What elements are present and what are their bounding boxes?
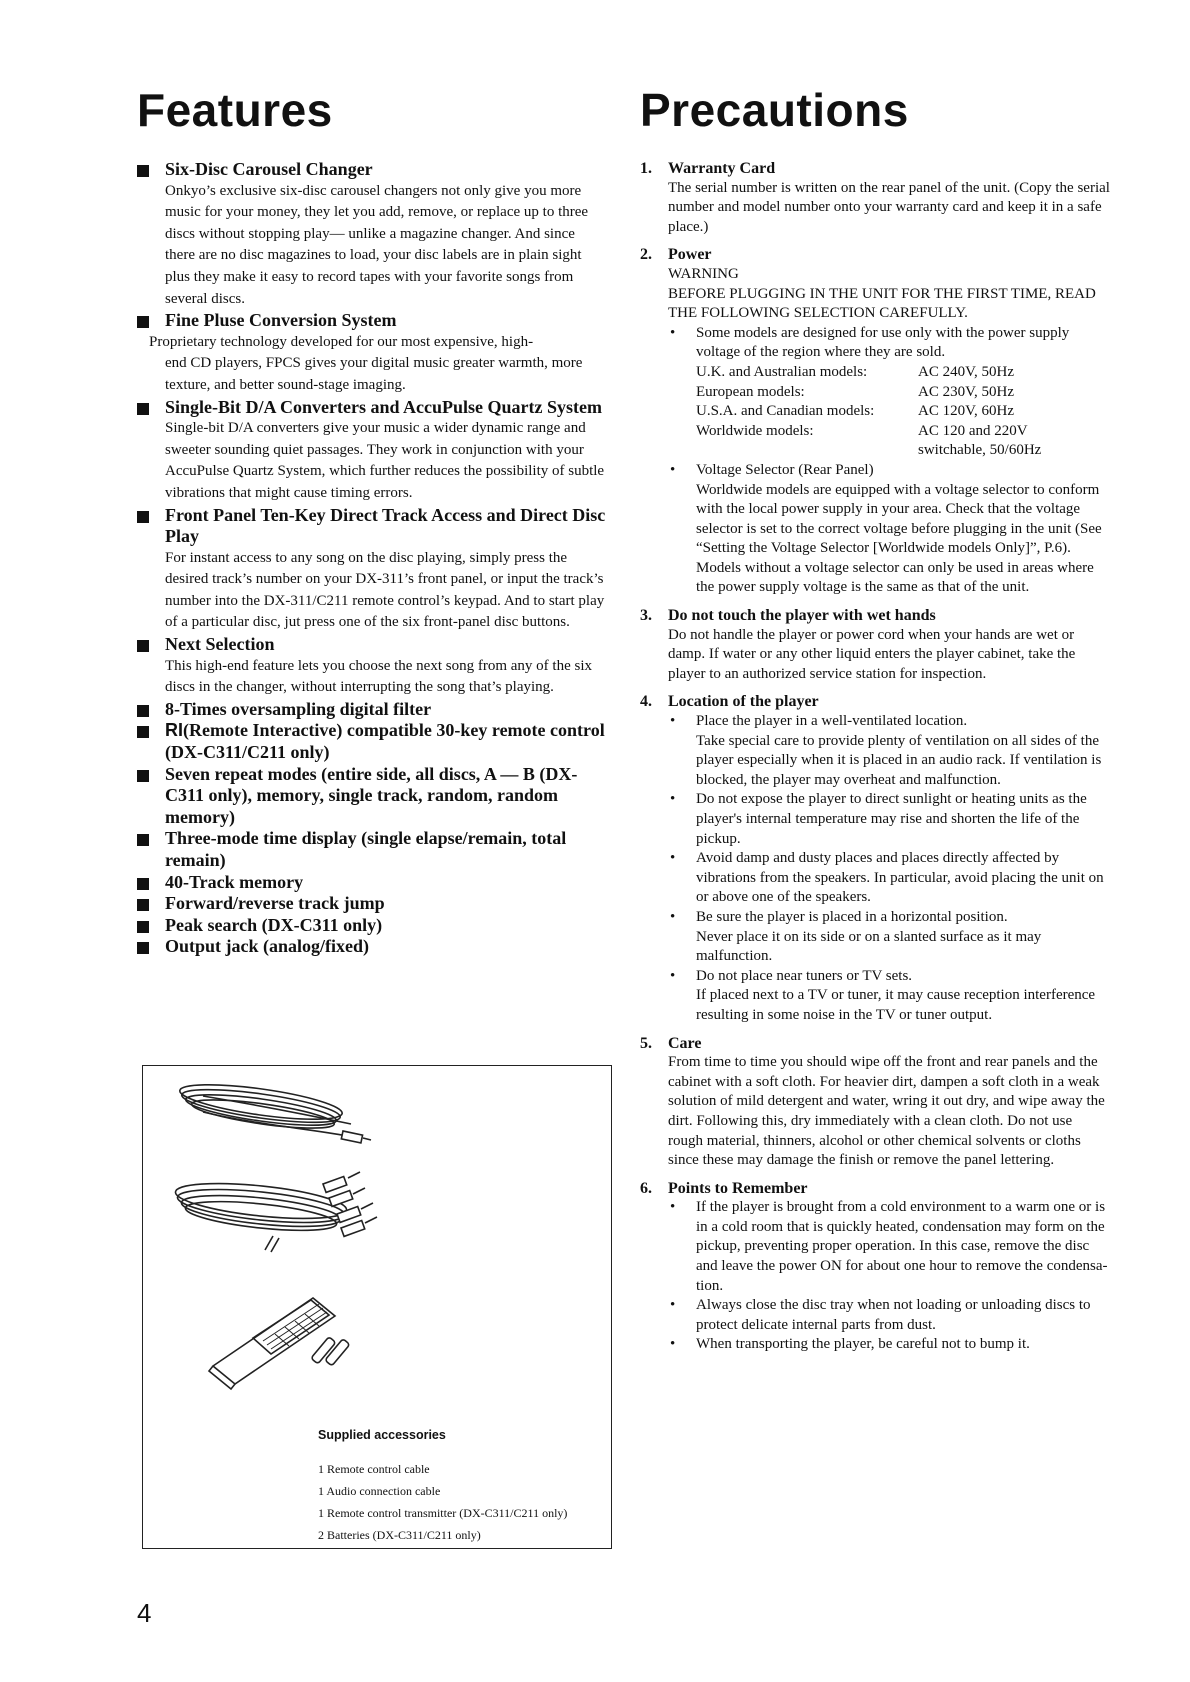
- square-bullet-icon: [137, 316, 149, 328]
- bullet-text: Voltage Selector (Rear Panel): [696, 461, 874, 478]
- square-bullet-icon: [137, 921, 149, 933]
- audio-cable-icon: [174, 1172, 377, 1252]
- voltage-value: switchable, 50/60Hz: [918, 442, 1042, 459]
- feature-item: [137, 634, 607, 699]
- feature-item: [137, 720, 607, 763]
- bullet-text: Some models are designed for use only with the power supply voltage of the region where they are sold.: [696, 324, 1070, 361]
- bullet-detail: If placed next to a TV or tuner, it may cause reception interference resulting in some noise in the TV or tuner output.: [696, 987, 1096, 1023]
- feature-title: Output jack (analog/fixed): [165, 936, 370, 957]
- feature-item: [137, 159, 607, 310]
- feature-item: [137, 505, 607, 635]
- feature-description-rest: end CD players, FPCS gives your digital music greater warmth, more texture, and better sound-stage imaging.: [165, 355, 583, 393]
- feature-item: [137, 699, 607, 721]
- features-title: Features: [137, 84, 333, 136]
- warning-label: WARNING: [668, 265, 739, 282]
- list-item: [668, 1198, 1110, 1296]
- bullet-text: Be sure the player is placed in a horizontal position.: [696, 908, 1008, 925]
- feature-description: This high-end feature lets you choose the next song from any of the six discs in the changer, without interrupting the song that’s playing.: [165, 657, 592, 696]
- section-body: Do not handle the player or power cord when your hands are wet or damp. If water or any other liquid enters the player cabinet, take the player to an authorized service station for inspection.: [668, 626, 1076, 682]
- bullet-dot-icon: •: [670, 791, 676, 808]
- square-bullet-icon: [137, 899, 149, 911]
- square-bullet-icon: [137, 942, 149, 954]
- bullet-dot-icon: •: [670, 850, 676, 867]
- voltage-table: [696, 363, 1110, 461]
- feature-title: Peak search (DX-C311 only): [165, 914, 383, 935]
- bullet-text: Place the player in a well-ventilated location.: [696, 713, 968, 730]
- voltage-region: U.S.A. and Canadian models:: [696, 403, 875, 420]
- list-item: 1 Remote control cable: [318, 1462, 430, 1476]
- list-item: [668, 790, 1110, 849]
- feature-title: [165, 720, 607, 763]
- page-number: 4: [137, 1598, 152, 1628]
- square-bullet-icon: [137, 165, 149, 177]
- bullet-dot-icon: •: [670, 1336, 676, 1353]
- feature-title: Three-mode time display (single elapse/remain, total remain): [165, 828, 567, 870]
- square-bullet-icon: [137, 403, 149, 415]
- voltage-value: AC 230V, 50Hz: [918, 383, 1014, 400]
- ri-logo: RI: [165, 720, 183, 741]
- section-title: Warranty Card: [668, 160, 776, 177]
- precaution-section: [640, 1179, 1110, 1355]
- square-bullet-icon: [137, 770, 149, 782]
- feature-item: [137, 828, 607, 871]
- batteries-icon: [311, 1337, 350, 1366]
- section-body: From time to time you should wipe off the front and rear panels and the cabinet with a soft cloth. For heavier dirt, dampen a soft cloth in a weak solution of mild detergent and water, wring it out dry, and wipe away the dirt. Following this, dry immediately with a clean cloth. Do not use rough material, thinners, alcohol or other chemical solvents or cloths since these may damage the finish or remove the panel lettering.: [668, 1054, 1105, 1169]
- feature-title: Front Panel Ten-Key Direct Track Access and Direct Disc Play: [165, 504, 606, 547]
- feature-title: 40-Track memory: [165, 871, 304, 892]
- remote-transmitter-icon: [209, 1298, 335, 1389]
- voltage-region: European models:: [696, 383, 805, 400]
- bullet-text: When transporting the player, be careful not to bump it.: [696, 1336, 1030, 1353]
- bullet-text: Do not expose the player to direct sunlight or heating units as the player's internal temperature may rise and shorten the life of the pickup.: [696, 791, 1087, 847]
- feature-item: [137, 764, 607, 829]
- bullet-text: Avoid damp and dusty places and places directly affected by vibrations from the speakers. In particular, avoid placing the unit on or above one of the speakers.: [696, 850, 1104, 906]
- list-item: [668, 1296, 1110, 1335]
- bullet-text: Always close the disc tray when not loading or unloading discs to protect delicate internal parts from dust.: [696, 1297, 1091, 1333]
- bullet-detail: Never place it on its side or on a slanted surface as it may malfunction.: [696, 928, 1042, 965]
- feature-item: [137, 397, 607, 505]
- section-number: 6.: [640, 1179, 652, 1197]
- feature-item: [137, 872, 607, 894]
- bullet-dot-icon: •: [670, 1297, 676, 1314]
- voltage-value: AC 240V, 50Hz: [918, 363, 1014, 380]
- section-number: 5.: [640, 1034, 652, 1052]
- list-item: [668, 967, 1110, 1026]
- feature-item: [137, 915, 607, 937]
- list-item: [668, 461, 1110, 598]
- section-number: 3.: [640, 607, 652, 625]
- table-row: [696, 383, 1110, 403]
- bullet-detail: Take special care to provide plenty of ventilation on all sides of the player especially when it is placed in an audio rack. If ventilation is blocked, the player may overheat and malfunction.: [696, 732, 1102, 788]
- square-bullet-icon: [137, 726, 149, 738]
- precautions-column: [640, 80, 1110, 1363]
- accessories-title: Supplied accessories: [318, 1428, 446, 1442]
- bullet-text: Do not place near tuners or TV sets.: [696, 967, 913, 984]
- square-bullet-icon: [137, 640, 149, 652]
- list-item: [668, 908, 1110, 967]
- list-item: 1 Audio connection cable: [318, 1484, 441, 1498]
- section-title: Location of the player: [668, 693, 819, 711]
- precaution-section: [640, 606, 1110, 684]
- remote-cable-icon: [178, 1078, 371, 1143]
- precaution-section: [640, 159, 1110, 237]
- list-item: 1 Remote control transmitter (DX-C311/C211 only): [318, 1506, 568, 1520]
- section-title: Care: [668, 1034, 702, 1052]
- bullet-dot-icon: •: [670, 324, 676, 341]
- square-bullet-icon: [137, 878, 149, 890]
- table-row: [696, 441, 1110, 461]
- feature-title: 8-Times oversampling digital filter: [165, 698, 432, 719]
- precautions-title: Precautions: [640, 84, 909, 136]
- feature-item: [137, 936, 607, 958]
- bullet-detail: Worldwide models are equipped with a voltage selector to conform with the local power supply in your area. Check that the voltage selector is set to the correct voltage before plugging in the unit (See “Setting the Voltage Selector [Worldwide models Only]”, P.6). Models without a voltage selector can only be used in areas where the power supply voltage is the same as that of the unit.: [696, 481, 1102, 596]
- bullet-dot-icon: •: [670, 461, 676, 478]
- feature-title: Six-Disc Carousel Changer: [165, 159, 373, 179]
- feature-title: Seven repeat modes (entire side, all discs, A — B (DX-C311 only), memory, single track, random, random memory): [165, 763, 578, 827]
- feature-description-first-line: Proprietary technology developed for our most expensive, high-: [149, 333, 534, 350]
- feature-title: Next Selection: [165, 634, 275, 655]
- accessories-box: [142, 1065, 612, 1549]
- list-item: [668, 849, 1110, 908]
- section-number: 1.: [640, 160, 652, 177]
- bullet-dot-icon: •: [670, 908, 676, 925]
- voltage-region: [696, 441, 918, 461]
- feature-title: Fine Pluse Conversion System: [165, 310, 397, 331]
- precaution-section: [640, 245, 1110, 598]
- feature-description: For instant access to any song on the disc playing, simply press the desired track’s number on your DX-311’s front panel, or input the track’s number into the DX-311/C211 remote control’s keypad. And to start play of a particular disc, jut press one of the six front-panel disc buttons.: [165, 549, 605, 631]
- feature-title: Single-Bit D/A Converters and AccuPulse Quartz System: [165, 396, 602, 417]
- section-title: Power: [668, 246, 712, 264]
- bullet-text: If the player is brought from a cold environment to a warm one or is in a cold room that is quickly heated, condensation may form on the pickup, preventing proper operation. In this case, remove the disc and leave the power ON for about one hour to remove the condensa-tion.: [696, 1199, 1108, 1294]
- table-row: [696, 363, 1110, 383]
- feature-title-text: (Remote Interactive) compatible 30-key remote control (DX-C311/C211 only): [165, 720, 605, 763]
- voltage-region: U.K. and Australian models:: [696, 363, 868, 380]
- precaution-section: [640, 1034, 1110, 1171]
- section-number: 2.: [640, 246, 652, 264]
- warning-text: BEFORE PLUGGING IN THE UNIT FOR THE FIRST TIME, READ THE FOLLOWING SELECTION CAREFULLY.: [668, 285, 1096, 322]
- feature-description: Onkyo’s exclusive six-disc carousel changers not only give you more music for your money, they let you add, remove, or replace up to three discs without stopping play— unlike a magazine changer. And since there are no disc magazines to load, your disc labels are in plain sight plus they make it easy to record tapes with your favorite songs from several discs.: [165, 182, 589, 307]
- feature-item: [137, 310, 607, 396]
- square-bullet-icon: [137, 834, 149, 846]
- list-item: [668, 324, 1110, 461]
- section-body: The serial number is written on the rear panel of the unit. (Copy the serial number and model number onto your warranty card and keep it in a safe place.): [668, 179, 1110, 235]
- accessories-list: [318, 1458, 567, 1546]
- voltage-region: Worldwide models:: [696, 422, 814, 439]
- section-title: Do not touch the player with wet hands: [668, 607, 936, 625]
- table-row: [696, 422, 1110, 442]
- voltage-value: AC 120 and 220V: [918, 422, 1028, 439]
- square-bullet-icon: [137, 511, 149, 523]
- list-item: [668, 1335, 1110, 1355]
- feature-title: Forward/reverse track jump: [165, 893, 385, 914]
- bullet-dot-icon: •: [670, 967, 676, 984]
- section-number: 4.: [640, 693, 652, 711]
- bullet-dot-icon: •: [670, 1199, 676, 1216]
- square-bullet-icon: [137, 705, 149, 717]
- feature-description: [149, 332, 607, 397]
- features-column: [137, 80, 607, 958]
- voltage-value: AC 120V, 60Hz: [918, 403, 1014, 420]
- list-item: [668, 712, 1110, 790]
- feature-item: [137, 893, 607, 915]
- feature-description: Single-bit D/A converters give your music a wider dynamic range and sweeter sounding quiet passages. They work in conjunction with your AccuPulse Quartz System, which further reduces the possibility of subtle vibrations that might cause timing errors.: [165, 420, 605, 501]
- bullet-dot-icon: •: [670, 713, 676, 730]
- section-title: Points to Remember: [668, 1179, 808, 1197]
- precaution-section: [640, 692, 1110, 1025]
- table-row: [696, 402, 1110, 422]
- list-item: 2 Batteries (DX-C311/C211 only): [318, 1528, 481, 1542]
